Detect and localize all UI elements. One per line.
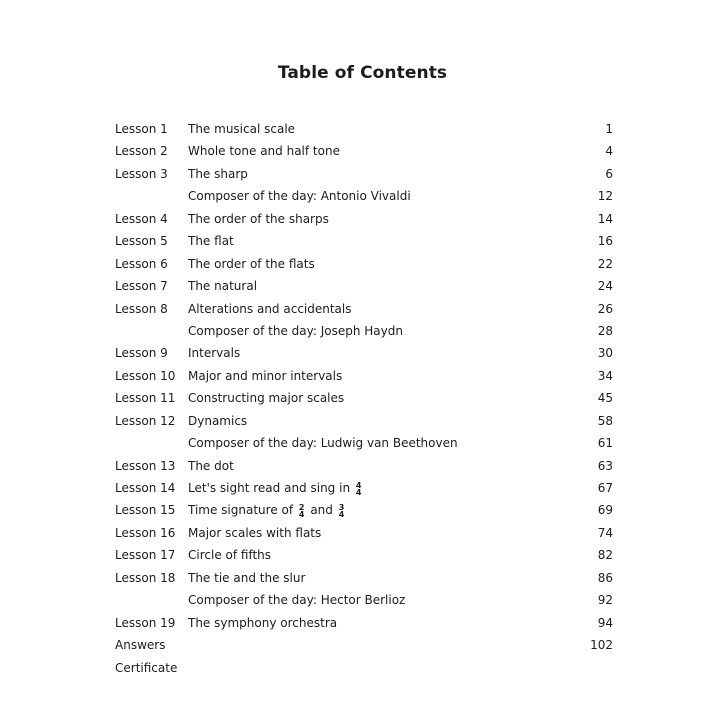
toc-row xyxy=(0,275,725,297)
table-of-contents xyxy=(0,118,725,679)
entry-title-text: Circle of fifths xyxy=(188,548,272,563)
time-signature-top: 4 xyxy=(355,480,362,490)
lesson-label: Certificate xyxy=(115,660,178,675)
toc-row xyxy=(0,365,725,387)
page-number: 26 xyxy=(597,301,613,316)
lesson-label: Answers xyxy=(115,638,166,653)
entry-title xyxy=(188,365,342,387)
page-number: 14 xyxy=(597,211,613,226)
lesson-label: Lesson 5 xyxy=(115,234,168,249)
entry-title-text: Alterations and accidentals xyxy=(188,301,352,316)
time-signature xyxy=(339,504,345,518)
entry-title-text: Whole tone and half tone xyxy=(188,144,340,159)
toc-row xyxy=(0,208,725,230)
page-number: 4 xyxy=(605,144,613,159)
entry-title xyxy=(188,387,344,409)
toc-row xyxy=(0,612,725,634)
entry-title-text: Major scales with flats xyxy=(188,525,322,540)
toc-row xyxy=(0,410,725,432)
entry-title xyxy=(188,208,329,230)
entry-title-text: Let's sight read and sing in xyxy=(188,481,351,495)
toc-row xyxy=(0,522,725,544)
lesson-label: Lesson 9 xyxy=(115,346,168,361)
toc-row xyxy=(0,657,725,679)
toc-row xyxy=(0,567,725,589)
lesson-label: Lesson 8 xyxy=(115,301,168,316)
toc-row xyxy=(0,634,725,656)
joiner-text: and xyxy=(310,503,333,518)
page-number: 12 xyxy=(597,189,613,204)
lesson-label: Lesson 14 xyxy=(115,481,176,495)
entry-title-text: Major and minor intervals xyxy=(188,368,343,383)
toc-row xyxy=(0,185,725,207)
entry-title xyxy=(188,163,248,185)
toc-row xyxy=(0,589,725,611)
lesson-label: Lesson 12 xyxy=(115,413,176,428)
page-number: 102 xyxy=(590,638,613,653)
page-number: 92 xyxy=(597,593,613,608)
entry-title-text: The order of the flats xyxy=(188,256,315,271)
toc-row xyxy=(0,477,725,499)
entry-title xyxy=(188,320,403,342)
entry-title-text: Composer of the day: Joseph Haydn xyxy=(188,323,403,338)
page-title: Table of Contents xyxy=(277,63,448,83)
time-signature-top: 3 xyxy=(338,502,345,512)
time-signature-top: 2 xyxy=(298,502,305,512)
toc-row xyxy=(0,455,725,477)
lesson-label: Lesson 15 xyxy=(115,503,176,518)
page-number: 30 xyxy=(597,346,613,361)
entry-title xyxy=(188,567,305,589)
entry-title-text: The flat xyxy=(188,234,234,249)
entry-title xyxy=(188,455,234,477)
entry-title xyxy=(188,298,352,320)
entry-title-text: Composer of the day: Hector Berlioz xyxy=(188,593,406,608)
entry-title xyxy=(188,342,240,364)
entry-title xyxy=(188,499,346,521)
lesson-label: Lesson 1 xyxy=(115,122,168,136)
time-signature-bottom: 4 xyxy=(338,509,345,519)
toc-row xyxy=(0,432,725,454)
entry-title-text: The natural xyxy=(188,279,258,294)
entry-title xyxy=(188,118,295,140)
lesson-label: Lesson 2 xyxy=(115,144,168,159)
entry-title-text: Time signature of xyxy=(188,503,294,518)
page-number: 34 xyxy=(597,368,613,383)
entry-title xyxy=(188,253,315,275)
page-number: 58 xyxy=(597,413,613,428)
entry-title xyxy=(188,410,247,432)
toc-row xyxy=(0,342,725,364)
entry-title xyxy=(188,140,340,162)
page-number: 16 xyxy=(597,234,613,249)
entry-title xyxy=(188,275,257,297)
entry-title-text: The sharp xyxy=(188,166,248,181)
toc-row xyxy=(0,253,725,275)
entry-title-text: Dynamics xyxy=(188,413,248,428)
page-number: 69 xyxy=(597,503,613,518)
time-signature-bottom: 4 xyxy=(355,487,362,497)
toc-row xyxy=(0,320,725,342)
page-number: 74 xyxy=(597,525,613,540)
entry-title xyxy=(188,230,234,252)
page-number: 1 xyxy=(605,122,613,136)
page-number: 94 xyxy=(597,615,613,630)
entry-title-text: Intervals xyxy=(188,346,241,361)
entry-title xyxy=(188,432,458,454)
toc-row xyxy=(0,230,725,252)
entry-title xyxy=(188,185,411,207)
toc-row xyxy=(0,298,725,320)
entry-title-text: The dot xyxy=(188,458,234,473)
toc-row xyxy=(0,118,725,140)
toc-row xyxy=(0,544,725,566)
toc-row xyxy=(0,163,725,185)
lesson-label: Lesson 16 xyxy=(115,525,176,540)
toc-row xyxy=(0,140,725,162)
entry-title-text: The tie and the slur xyxy=(188,570,306,585)
page-number: 82 xyxy=(597,548,613,563)
entry-title-text: The order of the sharps xyxy=(188,211,329,226)
entry-title-text: Constructing major scales xyxy=(188,391,345,406)
entry-title-text: The symphony orchestra xyxy=(188,615,338,630)
time-signature xyxy=(299,504,305,518)
lesson-label: Lesson 18 xyxy=(115,570,176,585)
lesson-label: Lesson 6 xyxy=(115,256,168,271)
page-number: 24 xyxy=(597,279,613,294)
page-number: 28 xyxy=(597,323,613,338)
page-number: 86 xyxy=(597,570,613,585)
page-number: 22 xyxy=(597,256,613,271)
page-number: 6 xyxy=(605,166,613,181)
toc-row xyxy=(0,499,725,521)
lesson-label: Lesson 7 xyxy=(115,279,168,294)
entry-title-text: The musical scale xyxy=(188,122,296,136)
page-number: 45 xyxy=(597,391,613,406)
lesson-label: Lesson 4 xyxy=(115,211,168,226)
time-signature-bottom: 4 xyxy=(298,509,305,519)
lesson-label: Lesson 3 xyxy=(115,166,168,181)
page-number: 61 xyxy=(597,436,613,451)
lesson-label: Lesson 11 xyxy=(115,391,176,406)
entry-title-text: Composer of the day: Ludwig van Beethoven xyxy=(188,436,458,451)
lesson-label: Lesson 10 xyxy=(115,368,176,383)
lesson-label: Lesson 13 xyxy=(115,458,176,473)
lesson-label: Lesson 17 xyxy=(115,548,176,563)
time-signature xyxy=(356,482,362,496)
entry-title xyxy=(188,477,363,499)
entry-title-text: Composer of the day: Antonio Vivaldi xyxy=(188,189,411,204)
toc-row xyxy=(0,387,725,409)
entry-title xyxy=(188,522,321,544)
entry-title xyxy=(188,589,405,611)
lesson-label: Lesson 19 xyxy=(115,615,176,630)
entry-title xyxy=(188,544,271,566)
page-number: 63 xyxy=(597,458,613,473)
entry-title xyxy=(188,612,337,634)
page-number: 67 xyxy=(597,481,613,495)
